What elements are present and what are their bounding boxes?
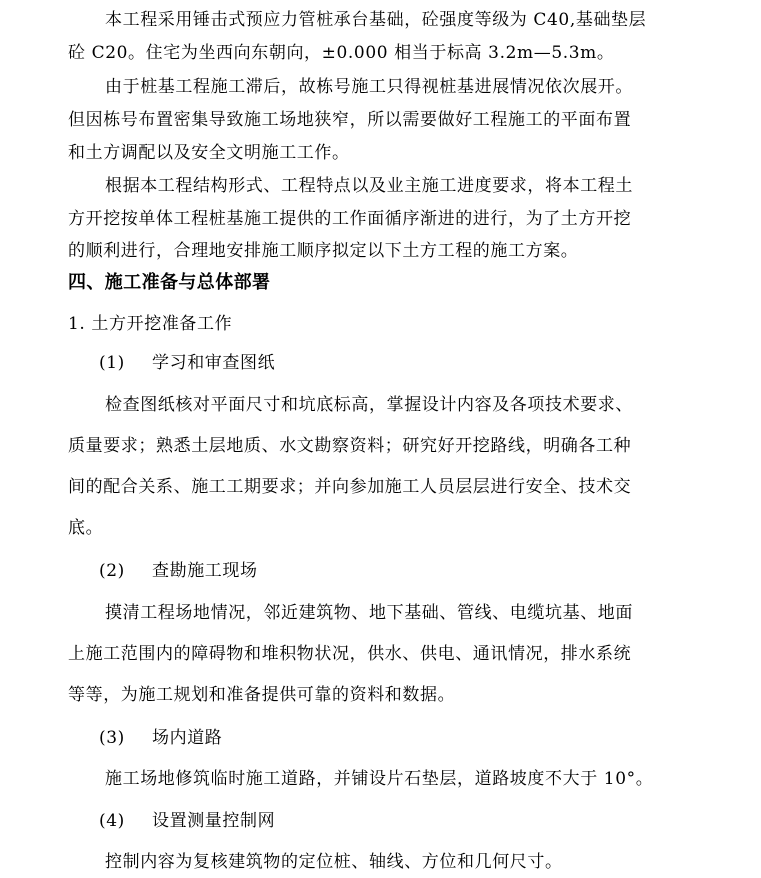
item-4-number: (4) [99,811,125,831]
intro-paragraph-2-line-1: 由于桩基工程施工滞后，故栋号施工只得视桩基进展情况依次展开。 [105,77,633,97]
item-1-body-line-3: 间的配合关系、施工工期要求；并向参加施工人员层层进行安全、技术交 [68,477,632,497]
item-1-body-line-4: 底。 [68,518,104,538]
intro-paragraph-2-line-2: 但因栋号布置密集导致施工场地狭窄，所以需要做好工程施工的平面布置 [68,110,632,130]
item-1-title: 学习和审查图纸 [152,353,276,373]
subsection-heading: 1. 土方开挖准备工作 [68,314,233,334]
intro-paragraph-1-line-1: 本工程采用锤击式预应力管桩承台基础，砼强度等级为 C40,基础垫层 [105,10,647,30]
item-2-body-line-2: 上施工范围内的障碍物和堆积物状况，供水、供电、通讯情况，排水系统 [68,644,632,664]
item-1-number: (1) [99,353,125,373]
item-4-title: 设置测量控制网 [152,811,276,831]
item-3-number: (3) [99,728,125,748]
intro-paragraph-1-line-2: 砼 C20。住宅为坐西向东朝向，±0.000 相当于标高 3.2m—5.3m。 [68,43,615,63]
item-3-body-line-1: 施工场地修筑临时施工道路，并铺设片石垫层，道路坡度不大于 10°。 [105,769,654,789]
item-2-title: 查勘施工现场 [152,561,258,581]
section-heading: 四、施工准备与总体部署 [68,272,271,293]
item-2-number: (2) [99,561,125,581]
item-1-body-line-2: 质量要求；熟悉土层地质、水文勘察资料；研究好开挖路线，明确各工种 [68,436,632,456]
item-2-body-line-3: 等等，为施工规划和准备提供可靠的资料和数据。 [68,685,456,705]
intro-paragraph-3-line-3: 的顺利进行，合理地安排施工顺序拟定以下土方工程的施工方案。 [68,241,579,261]
intro-paragraph-3-line-2: 方开挖按单体工程桩基施工提供的工作面循序渐进的进行，为了土方开挖 [68,209,632,229]
intro-paragraph-3-line-1: 根据本工程结构形式、工程特点以及业主施工进度要求，将本工程土 [105,176,633,196]
intro-paragraph-2-line-3: 和土方调配以及安全文明施工工作。 [68,143,350,163]
item-3-title: 场内道路 [152,728,223,748]
item-4-body-line-1: 控制内容为复核建筑物的定位桩、轴线、方位和几何尺寸。 [105,852,563,872]
item-2-body-line-1: 摸清工程场地情况，邻近建筑物、地下基础、管线、电缆坑基、地面 [105,603,633,623]
item-1-body-line-1: 检查图纸核对平面尺寸和坑底标高，掌握设计内容及各项技术要求、 [105,395,633,415]
